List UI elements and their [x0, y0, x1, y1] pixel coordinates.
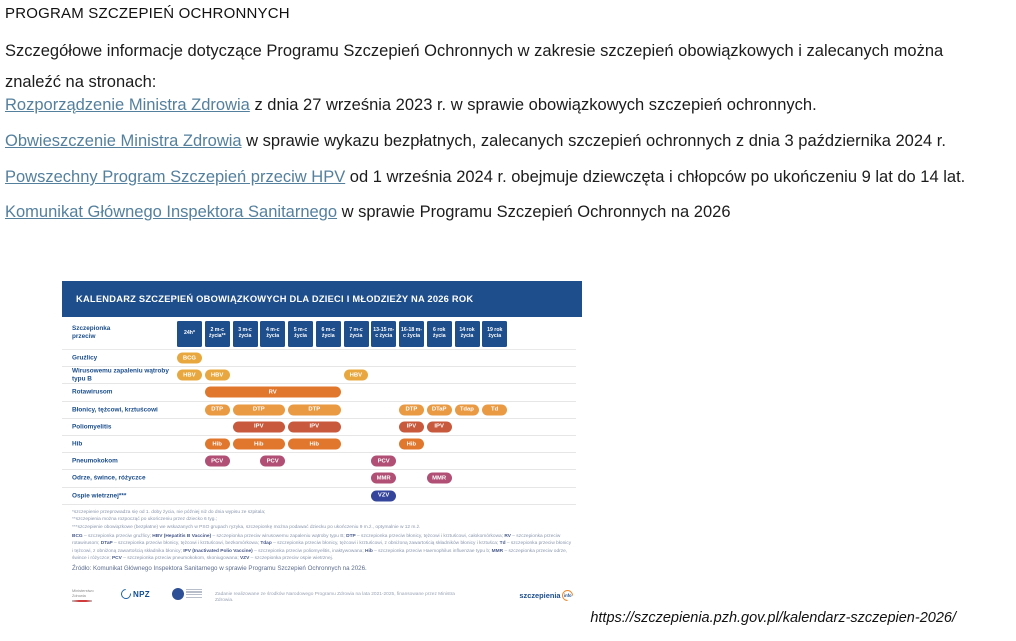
vaccine-pill-dtp: DTP: [233, 404, 286, 415]
calendar-source-line: Źródło: Komunikat Głównego Inspektora Sanitarnego w sprawie Programu Szczepień Ochronnych na 2026.: [72, 565, 367, 572]
calendar-row-label: Pneumokokom: [72, 457, 118, 465]
link-program-szczepien-hpv[interactable]: Powszechny Program Szczepień przeciw HPV: [5, 168, 346, 186]
vaccine-pill-rv: RV: [205, 387, 341, 398]
vaccine-pill-dtp: DTP: [205, 404, 230, 415]
pzh-emblem-icon: [172, 588, 184, 600]
calendar-column-header: 13-15 m-c życia: [371, 321, 396, 347]
calendar-row-label: Odrze, śwince, różyczce: [72, 474, 146, 482]
vaccine-pill-vzv: VZV: [371, 490, 396, 501]
ministry-logo-label: Ministerstwo Zdrowia: [72, 588, 94, 598]
info-ring-icon: [560, 588, 576, 604]
vaccine-pill-ipv: IPV: [427, 421, 452, 432]
vaccine-pill-hib: Hib: [288, 439, 341, 450]
link-line-rozporzadzenie: [5, 96, 817, 115]
calendar-footnote: **szczepienia można rozpocząć po ukończeniu przez dziecko 6 tyg.;: [72, 517, 218, 523]
calendar-row: [62, 419, 576, 436]
calendar-row: [62, 436, 576, 453]
calendar-row-label: Wirusowemu zapaleniu wątroby typu B: [72, 367, 169, 383]
vaccine-pill-hib: Hib: [233, 439, 286, 450]
vaccine-pill-pcv: PCV: [260, 456, 285, 467]
link-komunikat-gis[interactable]: Komunikat Głównego Inspektora Sanitarnego: [5, 203, 338, 221]
calendar-column-header: 6 rok życia: [427, 321, 452, 347]
funding-statement: Zadanie realizowane ze środków Narodowego Programu Zdrowia na lata 2021-2025, finansowane przez Ministra Zdrowia.: [215, 592, 455, 604]
calendar-row: [62, 453, 576, 470]
ministry-of-health-logo: [72, 589, 98, 602]
calendar-row: [62, 488, 576, 505]
vaccine-pill-mmr: MMR: [371, 473, 396, 484]
info-logo-label: info: [563, 593, 572, 598]
calendar-column-headers: [62, 321, 582, 347]
vaccine-pill-ipv: IPV: [233, 421, 286, 432]
calendar-row: [62, 350, 576, 367]
calendar-rows: [62, 349, 576, 505]
calendar-column-header: 2 m-c życia**: [205, 321, 230, 347]
calendar-row: [62, 402, 576, 419]
szczepienia-logo-label: szczepienia: [519, 591, 561, 600]
vaccine-pill-pcv: PCV: [371, 456, 396, 467]
vaccine-pill-hib: Hib: [399, 439, 424, 450]
calendar-column-header: 19 rok życia: [482, 321, 507, 347]
calendar-corner-label: Szczepionka przeciw: [72, 325, 111, 340]
calendar-row-label: Rotawirusom: [72, 388, 113, 396]
vaccine-pill-dtp: DTP: [288, 404, 341, 415]
npz-logo: [121, 589, 150, 599]
calendar-column-header: 3 m-c życia: [233, 321, 258, 347]
calendar-row-label: Gruźlicy: [72, 354, 98, 362]
vaccination-calendar-image: [62, 281, 582, 617]
calendar-column-header: 5 m-c życia: [288, 321, 313, 347]
calendar-row-label: Poliomyelitis: [72, 423, 112, 431]
calendar-legend: BCG – szczepionka przeciw gruźlicy; HBV (Hepatitis B Vaccine) – szczepionka przeciw wirusowemu zapaleniu wątroby typu B; DTP – szczepionka przeciw błonicy, tężcowi i krztuścowi, całokomórkowa; RV – szczepionka przeciw rotawirusom; DTaP – szczepionka przeciw błonicy, tężcowi i krztuścowi, bezkomórkowa; Tdap – szczepionka przeciw błonicy, tężcowi i krztuścowi, z obniżoną zawartością składników błonicy i krztuśca; Td – szczepionka przeciw błonicy i tężcowi, z obniżoną zawartością składnika błonicy; IPV (Inactivated Polio Vaccine) – szczepionka przeciw poliomyelitis, inaktywowana; Hib – szczepionka przeciw Haemophilus influenzae typu b; MMR – szczepionka przeciw odrze, śwince i różyczce; PCV – szczepionka przeciw pneumokokom, skoniugowana; VZV – szczepionka przeciw ospie wietrznej.: [72, 534, 572, 562]
page-title: PROGRAM SZCZEPIEŃ OCHRONNYCH: [5, 5, 290, 22]
vaccine-pill-tdap: Tdap: [455, 404, 480, 415]
npz-swoosh-icon: [119, 587, 133, 601]
link-rest-text: w sprawie Programu Szczepień Ochronnych na 2026: [337, 203, 731, 221]
calendar-title: KALENDARZ SZCZEPIEŃ OBOWIĄZKOWYCH DLA DZIECI I MŁODZIEŻY NA 2026 ROK: [62, 281, 582, 317]
calendar-row-label: Błonicy, tężcowi, krztuścowi: [72, 405, 158, 413]
vaccine-pill-pcv: PCV: [205, 456, 230, 467]
vaccine-pill-dtap: DTaP: [427, 404, 452, 415]
calendar-footnotes: [72, 509, 572, 531]
pzh-logo-text-lines: [186, 589, 202, 600]
ministry-logo-red-bar: [72, 600, 92, 602]
link-line-obwieszczenie: [5, 132, 946, 151]
vaccine-pill-hbv: HBV: [344, 370, 369, 381]
vaccine-pill-ipv: IPV: [399, 421, 424, 432]
calendar-row-label: Ospie wietrznej***: [72, 491, 127, 499]
link-rozporzadzenie-ministra-zdrowia[interactable]: Rozporządzenie Ministra Zdrowia: [5, 96, 250, 114]
calendar-footer: [72, 586, 575, 610]
szczepienia-info-logo: [519, 590, 573, 601]
vaccine-pill-ipv: IPV: [288, 421, 341, 432]
link-rest-text: w sprawie wykazu bezpłatnych, zalecanych szczepień ochronnych z dnia 3 października 2024 r.: [241, 132, 946, 150]
link-rest-text: od 1 września 2024 r. obejmuje dziewczęta i chłopców po ukończeniu 9 lat do 14 lat.: [345, 168, 966, 186]
source-url-caption: https://szczepienia.pzh.gov.pl/kalendarz-szczepien-2026/: [590, 610, 956, 626]
intro-paragraph: Szczegółowe informacje dotyczące Programu Szczepień Ochronnych w zakresie szczepień obowiązkowych i zalecanych można znaleźć na stronach:: [5, 42, 944, 91]
vaccine-pill-dtp: DTP: [399, 404, 424, 415]
npz-logo-label: NPZ: [133, 589, 150, 599]
calendar-column-header: 7 m-c życia: [344, 321, 369, 347]
vaccine-pill-bcg: BCG: [177, 353, 202, 364]
calendar-footnote: ***szczepienie obowiązkowe (bezpłatne) we wskazanych w PSO grupach ryzyka, szczepionkę można podawać dziecku po ukończeniu 9 m.ż., optymalnie w 12 m.ż.: [72, 524, 421, 530]
calendar-column-header: 14 rok życia: [455, 321, 480, 347]
calendar-footnote: *szczepienie przeprowadza się od 1. doby życia, nie później niż do dnia wypisu ze szpitala;: [72, 510, 266, 515]
vaccine-pill-td: Td: [482, 404, 507, 415]
calendar-row: [62, 470, 576, 487]
calendar-column-header: 4 m-c życia: [260, 321, 285, 347]
calendar-row: [62, 367, 576, 384]
link-obwieszczenie-ministra-zdrowia[interactable]: Obwieszczenie Ministra Zdrowia: [5, 132, 242, 150]
link-line-komunikat: [5, 203, 731, 222]
pzh-institute-logo: [172, 588, 202, 600]
calendar-row-label: Hib: [72, 440, 83, 448]
calendar-column-header: 24h*: [177, 321, 202, 347]
vaccine-pill-hbv: HBV: [205, 370, 230, 381]
link-line-hpv: [5, 168, 965, 187]
vaccine-pill-mmr: MMR: [427, 473, 452, 484]
vaccine-pill-hib: Hib: [205, 439, 230, 450]
vaccine-pill-hbv: HBV: [177, 370, 202, 381]
link-rest-text: z dnia 27 września 2023 r. w sprawie obowiązkowych szczepień ochronnych.: [249, 96, 817, 114]
calendar-column-header: 6 m-c życia: [316, 321, 341, 347]
calendar-column-header: 16-18 m-c życia: [399, 321, 424, 347]
calendar-row: [62, 384, 576, 401]
